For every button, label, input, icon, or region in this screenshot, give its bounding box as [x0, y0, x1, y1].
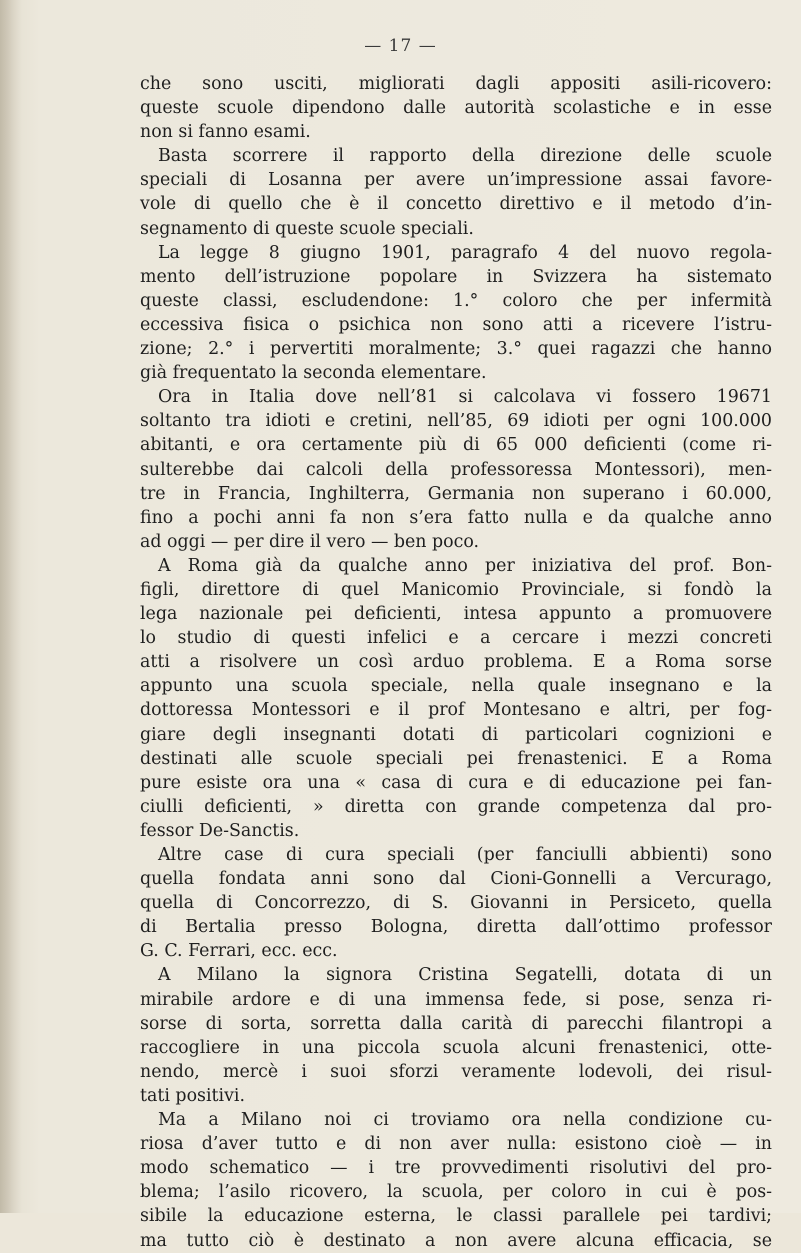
text-line: sorse di sorta, sorretta dalla carità di parecchi filantropi a [140, 1013, 772, 1034]
text-line: lega nazionale pei deficienti, intesa appunto a promuovere [140, 604, 772, 625]
text-line: segnamento di queste scuole speciali. [140, 218, 474, 239]
text-line: non si fanno esami. [140, 122, 311, 143]
text-line: La legge 8 giugno 1901, paragrafo 4 del nuovo regola- [158, 242, 772, 263]
text-line: dottoressa Montessori e il prof Montesano e altri, per fog- [140, 700, 772, 721]
text-line: quella fondata anni sono dal Cioni-Gonnelli a Vercurago, [140, 869, 772, 890]
text-line: Ma a Milano noi ci troviamo ora nella condizione cu- [158, 1110, 772, 1131]
text-line: eccessiva fisica o psichica non sono atti a ricevere l’istru- [140, 314, 772, 335]
text-line: ciulli deficienti, » diretta con grande competenza dal pro- [140, 796, 772, 817]
text-line: speciali di Losanna per avere un’impressione assai favore- [140, 170, 772, 191]
text-line: lo studio di questi infelici e a cercare i mezzi concreti [140, 628, 772, 649]
body-text [140, 72, 772, 1253]
text-line: sulterebbe dai calcoli della professoressa Montessori), men- [140, 459, 772, 480]
text-line: abitanti, e ora certamente più di 65 000 deficienti (come ri- [140, 435, 772, 456]
text-line: appunto una scuola speciale, nella quale insegnano e la [140, 676, 772, 697]
text-line: queste classi, escludendone: 1.° coloro che per infermità [140, 290, 772, 311]
binding-shadow [0, 0, 22, 1213]
text-line: A Roma già da qualche anno per iniziativa del prof. Bon- [158, 555, 772, 576]
text-line: pure esiste ora una « casa di cura e di educazione pei fan- [140, 772, 772, 793]
text-line: giare degli insegnanti dotati di particolari cognizioni e [140, 724, 772, 745]
text-line: soltanto tra idioti e cretini, nell’85, 69 idioti per ogni 100.000 [140, 411, 772, 432]
text-line: fino a pochi anni fa non s’era fatto nulla e da qualche anno [140, 507, 772, 528]
text-line: ma tutto ciò è destinato a non avere alcuna efficacia, se [140, 1230, 772, 1251]
text-line: già frequentato la seconda elementare. [140, 363, 487, 384]
text-line: ad oggi — per dire il vero — ben poco. [140, 531, 480, 552]
text-line: mento dell’istruzione popolare in Svizzera ha sistemato [140, 266, 772, 287]
text-line: vole di quello che è il concetto direttivo e il metodo d’in- [140, 194, 772, 215]
text-line: fessor De-Sanctis. [140, 820, 300, 841]
text-line: blema; l’asilo ricovero, la scuola, per coloro in cui è pos- [140, 1182, 772, 1203]
text-line: queste scuole dipendono dalle autorità scolastiche e in esse [140, 98, 772, 119]
text-line: tre in Francia, Inghilterra, Germania non superano i 60.000, [140, 483, 772, 504]
text-line: sibile la educazione esterna, le classi parallele pei tardivi; [140, 1206, 772, 1227]
text-line: di Bertalia presso Bologna, diretta dall’ottimo professor [140, 917, 772, 938]
text-line: nendo, mercè i suoi sforzi veramente lodevoli, dei risul- [140, 1061, 772, 1082]
text-line: zione; 2.° i pervertiti moralmente; 3.° quei ragazzi che hanno [140, 339, 772, 360]
text-line: quella di Concorrezzo, di S. Giovanni in Persiceto, quella [140, 893, 772, 914]
text-line: riosa d’aver tutto e di non aver nulla: esistono cioè — in [140, 1134, 772, 1155]
text-line: atti a risolvere un così arduo problema. E a Roma sorse [140, 652, 772, 673]
text-line: raccogliere in una piccola scuola alcuni frenastenici, otte- [140, 1037, 772, 1058]
text-line: mirabile ardore e di una immensa fede, si pose, senza ri- [140, 989, 772, 1010]
text-line: Basta scorrere il rapporto della direzione delle scuole [158, 146, 772, 167]
text-line: modo schematico — i tre provvedimenti risolutivi del pro- [140, 1158, 772, 1179]
text-line: Altre case di cura speciali (per fanciulli abbienti) sono [158, 845, 772, 865]
text-line: A Milano la signora Cristina Segatelli, dotata di un [158, 965, 772, 986]
text-line: destinati alle scuole speciali pei frenastenici. E a Roma [140, 748, 772, 769]
text-line: figli, direttore di quel Manicomio Provinciale, si fondò la [140, 579, 772, 600]
text-line: tati positivi. [140, 1085, 245, 1106]
text-line: G. C. Ferrari, ecc. ecc. [140, 941, 338, 962]
page-number: — 17 — [364, 36, 437, 56]
text-line: che sono usciti, migliorati dagli appositi asili-ricovero: [140, 74, 772, 94]
text-line: Ora in Italia dove nell’81 si calcolava vi fossero 19671 [158, 387, 772, 408]
